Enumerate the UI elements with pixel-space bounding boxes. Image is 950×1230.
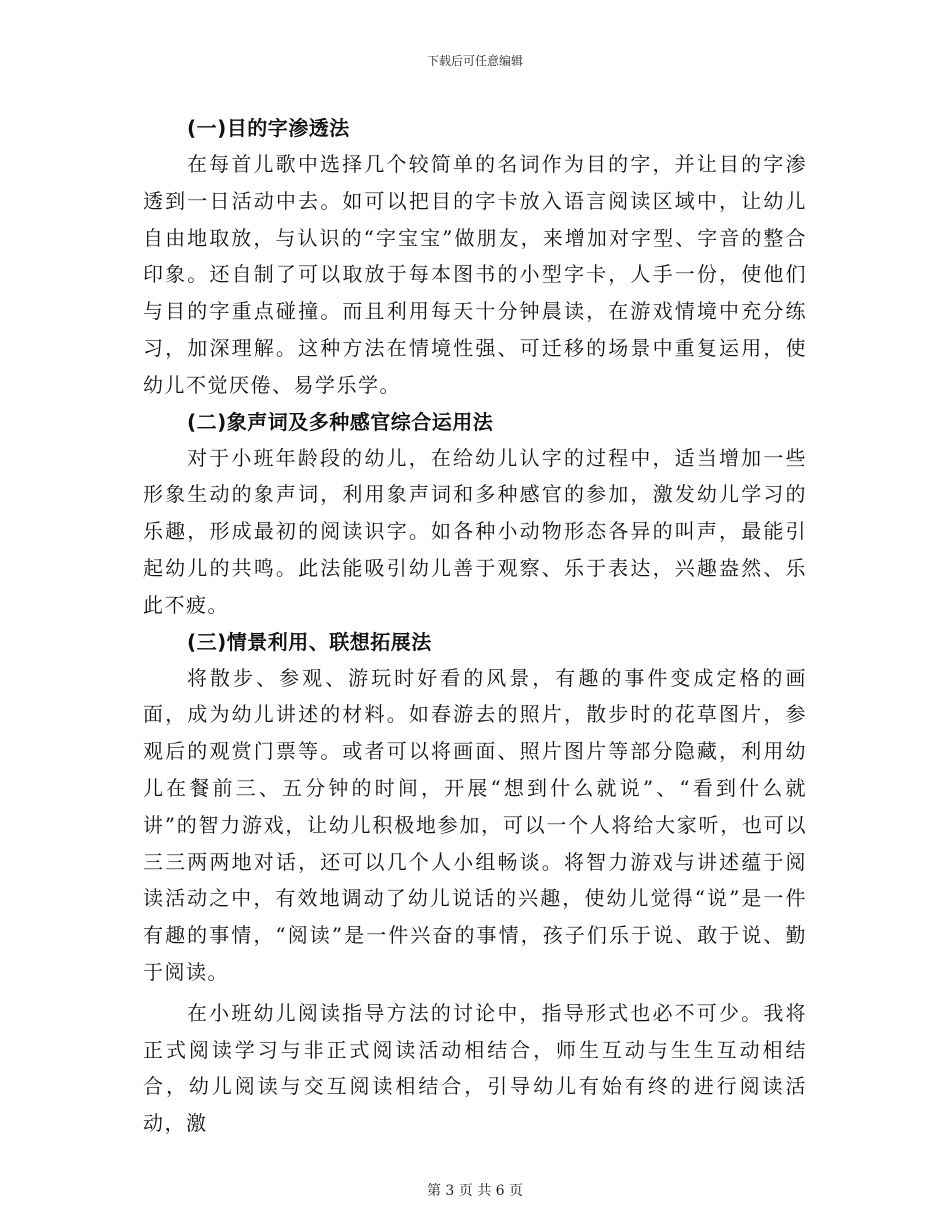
section-heading-3: (三)情景利用、联想拓展法 [187,629,432,654]
section-1-paragraph: 在每首儿歌中选择几个较简单的名词作为目的字，并让目的字渗透到一日活动中去。如可以把目的字卡放入语言阅读区域中，让幼儿自由地取放，与认识的“字宝宝”做朋友，来增加对字型、字音的整合印象。还自制了可以取放于每本图书的小型字卡，人手一份，使他们与目的字重点碰撞。而且利用每天十分钟晨读，在游戏情境中充分练习，加深理解。这种方法在情境性强、可迁移的场景中重复运用，使幼儿不觉厌倦、易学乐学。 [143,152,807,397]
page-footer: 第 3 页 共 6 页 [426,1183,524,1199]
page-header: 下载后可任意编辑 [426,54,523,68]
section-heading-2: (二)象声词及多种感官综合运用法 [187,409,494,434]
section-2-paragraph: 对于小班年龄段的幼儿，在给幼儿认字的过程中，适当增加一些形象生动的象声词，利用象声词和多种感官的参加，激发幼儿学习的乐趣，形成最初的阅读识字。如各种小动物形态各异的叫声，最能引起幼儿的共鸣。此法能吸引幼儿善于观察、乐于表达，兴趣盎然、乐此不疲。 [143,445,807,617]
document-body [143,110,807,1142]
section-3-paragraph-1: 将散步、参观、游玩时好看的风景，有趣的事件变成定格的画面，成为幼儿讲述的材料。如春游去的照片，散步时的花草图片，参观后的观赏门票等。或者可以将画面、照片图片等部分隐藏，利用幼儿在餐前三、五分钟的时间，开展“想到什么就说”、“看到什么就讲”的智力游戏，让幼儿积极地参加，可以一个人将给大家听，也可以三三两两地对话，还可以几个人小组畅谈。将智力游戏与讲述蕴于阅读活动之中，有效地调动了幼儿说话的兴趣，使幼儿觉得“说”是一件有趣的事情，“阅读”是一件兴奋的事情，孩子们乐于说、敢于说、勤于阅读。 [143,665,807,984]
section-3-paragraph-2: 在小班幼儿阅读指导方法的讨论中，指导形式也必不可少。我将正式阅读学习与非正式阅读活动相结合，师生互动与生生互动相结合，幼儿阅读与交互阅读相结合，引导幼儿有始有终的进行阅读活动，激 [143,1000,807,1136]
section-heading-1: (一)目的字渗透法 [187,116,350,140]
